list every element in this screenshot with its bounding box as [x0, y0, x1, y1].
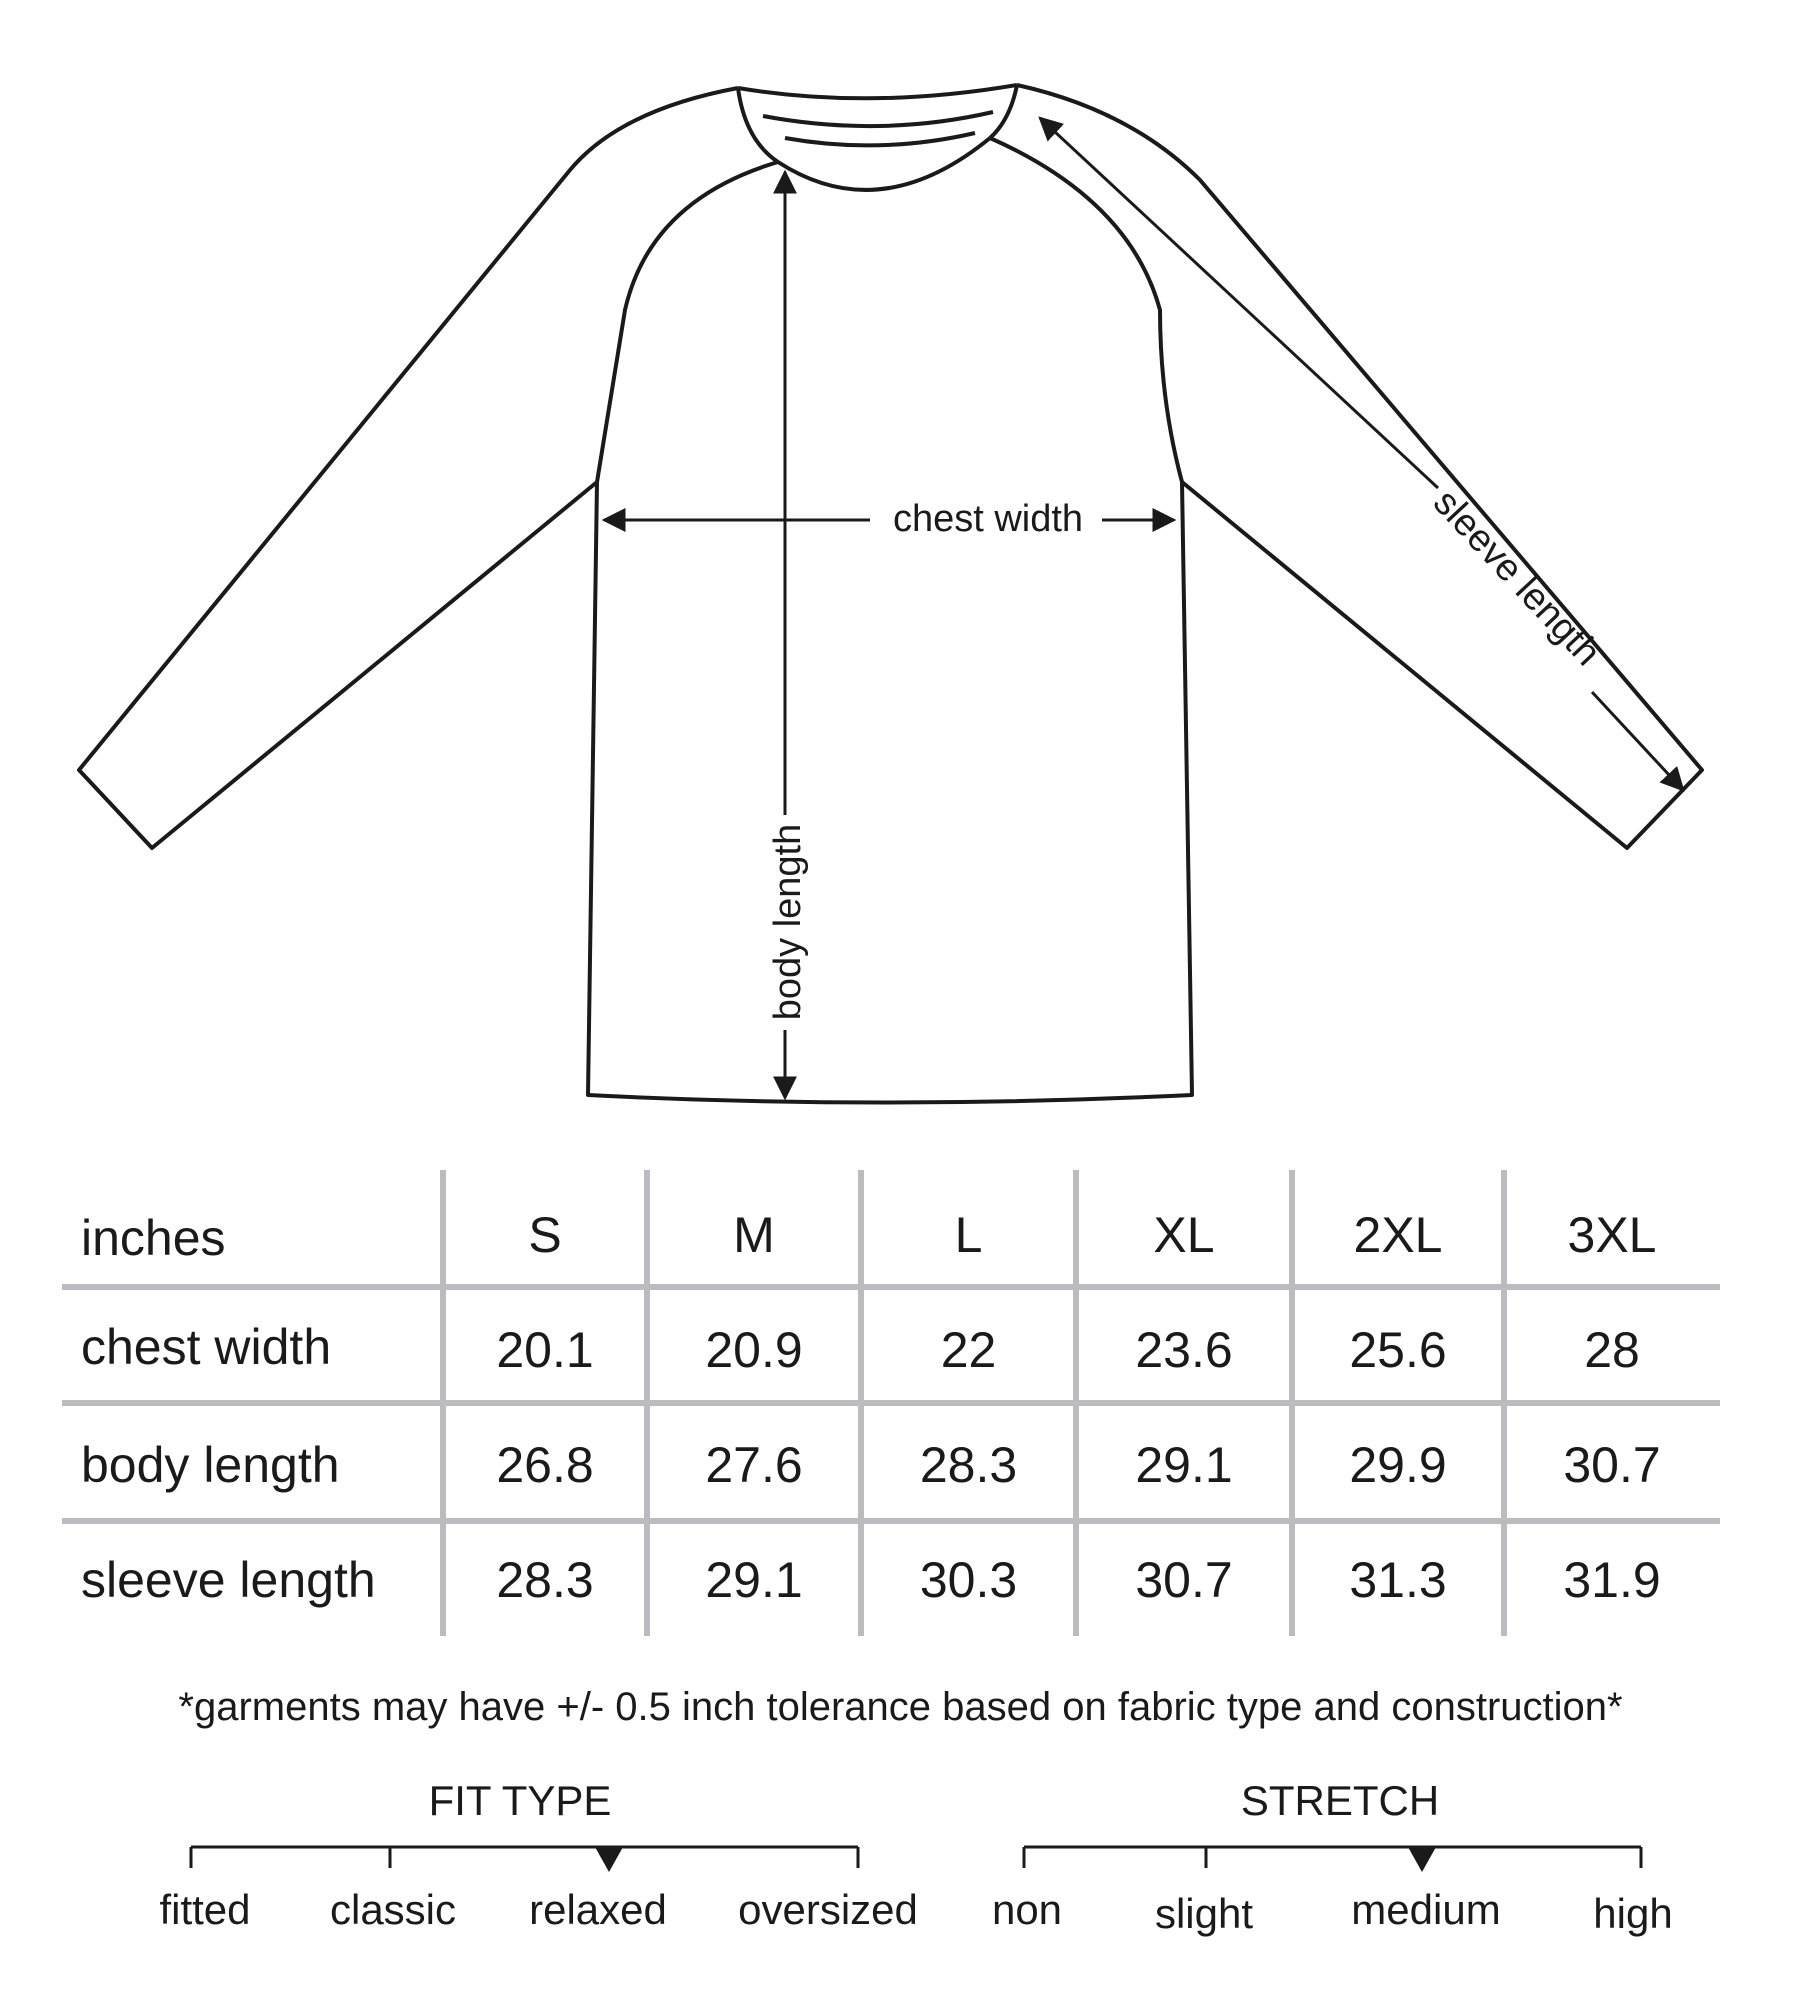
size-header-s: S — [528, 1207, 562, 1263]
shirt-outline — [79, 85, 1702, 1103]
table-cell: 22 — [940, 1322, 997, 1378]
table-cell: 23.6 — [1135, 1322, 1233, 1378]
collar-rib-1 — [763, 112, 993, 126]
stretch-option-high: high — [1593, 1890, 1673, 1937]
fit-option-classic: classic — [329, 1886, 457, 1933]
row-label-body-length: body length — [81, 1437, 340, 1493]
table-cell: 28.3 — [496, 1552, 594, 1608]
row-label-chest-width: chest width — [81, 1319, 332, 1375]
stretch-option-slight: slight — [1154, 1890, 1254, 1937]
size-header-m: M — [733, 1207, 775, 1263]
sleeve-length-label: sleeve length — [1425, 481, 1609, 675]
table-cell: 27.6 — [705, 1437, 803, 1493]
table-cell: 28 — [1584, 1322, 1640, 1378]
body-length-label: body length — [767, 823, 809, 1021]
table-cell: 26.8 — [496, 1437, 594, 1493]
size-header-2xl: 2XL — [1353, 1207, 1443, 1263]
collar-outer — [738, 85, 1017, 98]
collar-left-edge — [738, 88, 778, 162]
right-sleeve — [1017, 85, 1702, 848]
table-cell: 30.7 — [1135, 1552, 1233, 1608]
table-cell: 29.1 — [705, 1552, 803, 1608]
unit-header: inches — [81, 1210, 226, 1266]
fit-type-scale — [191, 1847, 858, 1868]
collar-right-edge — [990, 85, 1017, 138]
table-cell: 20.1 — [496, 1322, 594, 1378]
stretch-title: STRETCH — [1240, 1777, 1440, 1824]
size-header-l: L — [954, 1207, 983, 1263]
table-cell: 30.7 — [1563, 1437, 1661, 1493]
fit-type-title: FIT TYPE — [428, 1777, 612, 1824]
stretch-option-medium: medium — [1351, 1886, 1501, 1933]
collar-rib-2 — [785, 133, 975, 145]
chest-width-label: chest width — [892, 498, 1084, 540]
table-cell: 30.3 — [919, 1552, 1018, 1608]
table-cell: 28.3 — [919, 1437, 1018, 1493]
fit-option-relaxed: relaxed — [529, 1886, 667, 1933]
tolerance-note: *garments may have +/- 0.5 inch tolerance based on fabric type and construction* — [178, 1685, 1623, 1729]
stretch-option-non: non — [991, 1886, 1063, 1933]
row-label-sleeve-length: sleeve length — [81, 1552, 376, 1608]
size-header-xl: XL — [1153, 1207, 1215, 1263]
table-cell: 20.9 — [705, 1322, 803, 1378]
fit-option-fitted: fitted — [159, 1886, 251, 1933]
table-cell: 31.9 — [1563, 1552, 1661, 1608]
stretch-indicator — [1408, 1847, 1436, 1872]
sleeve-length-arrow-top — [1040, 118, 1438, 488]
fit-type-indicator — [595, 1847, 623, 1872]
table-cell: 29.1 — [1135, 1437, 1233, 1493]
fit-option-oversized: oversized — [738, 1886, 918, 1933]
size-header-3xl: 3XL — [1567, 1207, 1657, 1263]
table-cell: 25.6 — [1349, 1322, 1447, 1378]
sleeve-length-arrow-bottom — [1592, 692, 1683, 790]
stretch-scale — [1024, 1847, 1641, 1868]
table-cell: 29.9 — [1349, 1437, 1447, 1493]
table-cell: 31.3 — [1349, 1552, 1447, 1608]
left-sleeve — [79, 88, 738, 848]
body-outline — [588, 138, 1192, 1103]
